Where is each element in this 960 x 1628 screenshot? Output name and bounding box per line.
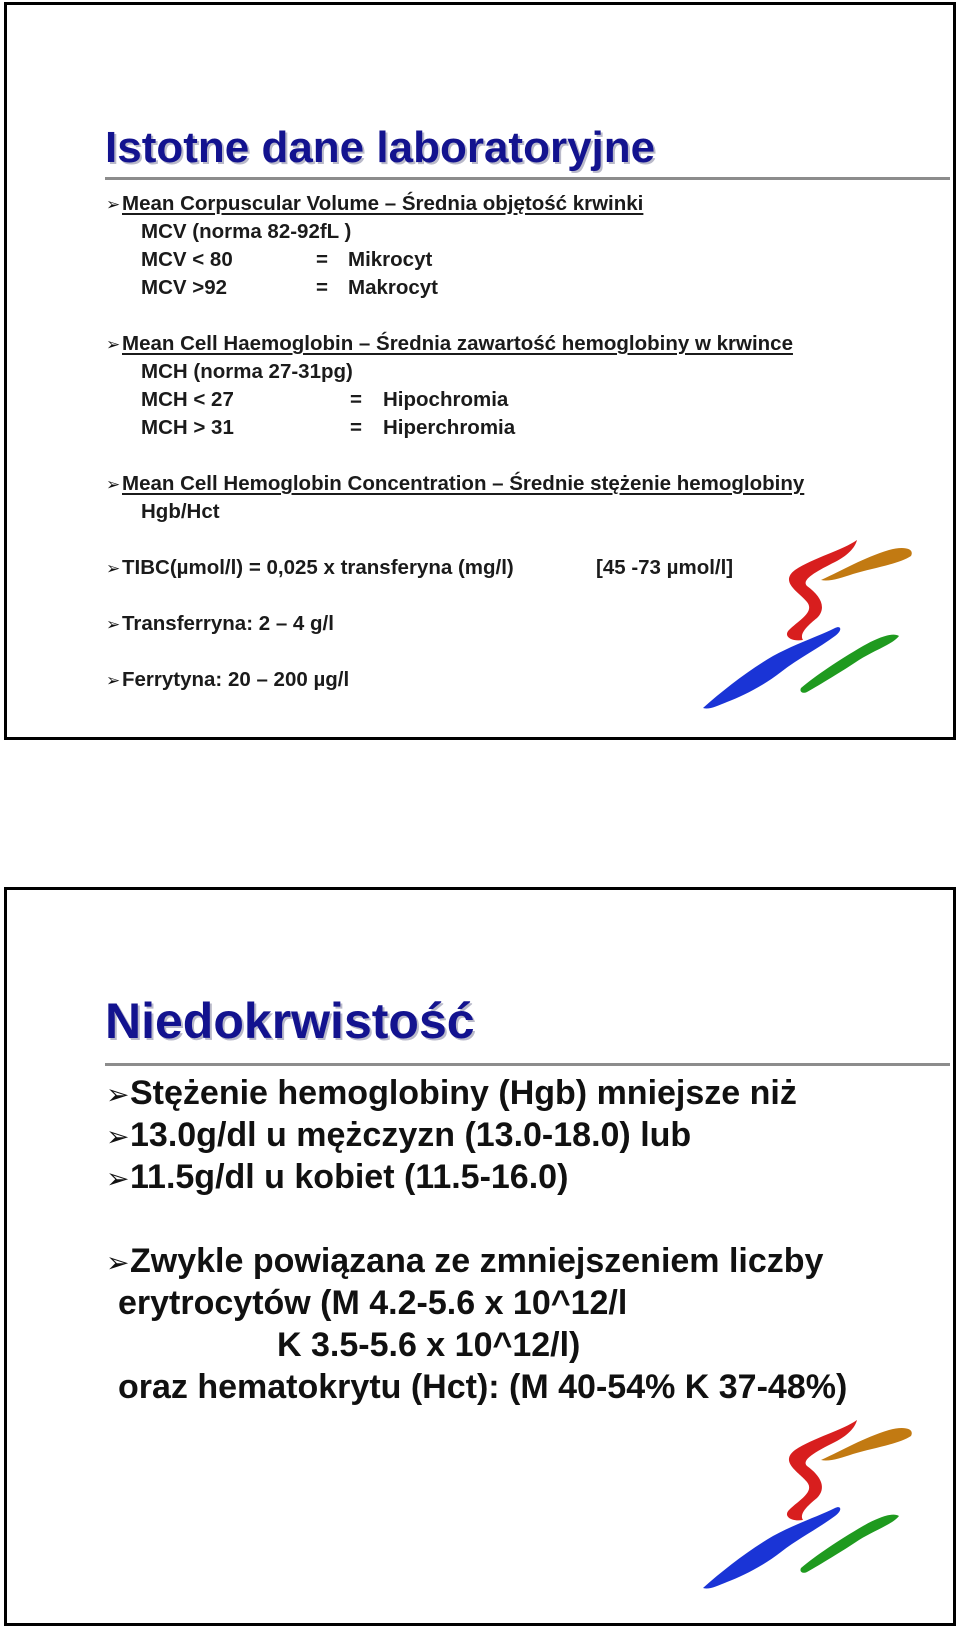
mch-row-result: Hipochromia [383,388,509,411]
slide-title: Istotne dane laboratoryjne [105,123,656,172]
hgb-men-line [106,1116,691,1155]
tibc-text: TIBC(µmol/l) = 0,025 x transferyna (mg/l) [122,556,514,579]
hgb-text: Stężenie hemoglobiny (Hgb) mniejsze niż [130,1074,797,1112]
brush-stroke-logo-icon [703,1420,923,1600]
mcv-row-cond: MCV >92 [141,276,228,299]
arrow-bullet-icon: ➢ [106,195,121,214]
slide-anemia [4,887,956,1626]
arrow-bullet-icon: ➢ [106,1121,130,1152]
blue-stroke [703,1507,840,1588]
mch-heading-line [106,332,793,356]
mcv-row-eq: = [316,276,328,299]
mch-norm: MCH (norma 27-31pg) [141,360,353,383]
red-stroke [787,540,857,640]
mcv-norm: MCV (norma 82-92fL ) [141,220,352,243]
erythro-women-range: K 3.5-5.6 x 10^12/l) [277,1326,581,1364]
mch-row-result: Hiperchromia [383,416,516,439]
mcv-heading: Mean Corpuscular Volume – Średnia objętość krwinki [122,192,644,215]
arrow-bullet-icon: ➢ [106,1079,130,1110]
arrow-bullet-icon: ➢ [106,615,121,634]
erythro-text: Zwykle powiązana ze zmniejszeniem liczby [130,1242,824,1280]
erythro-men-range: erytrocytów (M 4.2-5.6 x 10^12/l [118,1284,628,1322]
mchc-heading-line [106,472,804,496]
red-stroke [787,1420,857,1520]
tibc-line [106,556,514,580]
mchc-formula: Hgb/Hct [141,500,220,523]
blue-stroke [703,627,840,708]
hgb-men-text: 13.0g/dl u mężczyzn (13.0-18.0) lub [130,1116,692,1154]
mcv-row-result: Mikrocyt [348,248,433,271]
hgb-line [106,1074,797,1113]
arrow-bullet-icon: ➢ [106,335,121,354]
mcv-row-cond: MCV < 80 [141,248,233,271]
mch-row-cond: MCH < 27 [141,388,234,411]
mchc-heading: Mean Cell Hemoglobin Concentration – Średnie stężenie hemoglobiny [122,472,805,495]
mcv-heading-line [106,192,643,216]
slide-title: Niedokrwistość [105,993,475,1049]
arrow-bullet-icon: ➢ [106,559,121,578]
arrow-bullet-icon: ➢ [106,671,121,690]
ferrytyna-line [106,668,349,692]
transferryna-text: Transferryna: 2 – 4 g/l [122,612,334,635]
mch-row-cond: MCH > 31 [141,416,234,439]
arrow-bullet-icon: ➢ [106,1163,130,1194]
hgb-women-line [106,1158,568,1197]
hematocrit-text: oraz hematokrytu (Hct): (M 40-54% K 37-48%) [118,1368,848,1406]
erythro-line [106,1242,823,1281]
slide-lab-data [4,2,956,740]
mcv-row-eq: = [316,248,328,271]
brush-stroke-logo-icon [703,540,923,720]
hgb-women-text: 11.5g/dl u kobiet (11.5-16.0) [130,1158,569,1196]
mcv-row-result: Makrocyt [348,276,439,299]
ferrytyna-text: Ferrytyna: 20 – 200 µg/l [122,668,350,691]
mch-row-eq: = [350,416,362,439]
arrow-bullet-icon: ➢ [106,475,121,494]
arrow-bullet-icon: ➢ [106,1247,130,1278]
mch-row-eq: = [350,388,362,411]
tibc-range: [45 -73 µmol/l] [596,556,734,579]
transferryna-line [106,612,334,636]
mch-heading: Mean Cell Haemoglobin – Średnia zawartość hemoglobiny w krwince [122,332,793,355]
